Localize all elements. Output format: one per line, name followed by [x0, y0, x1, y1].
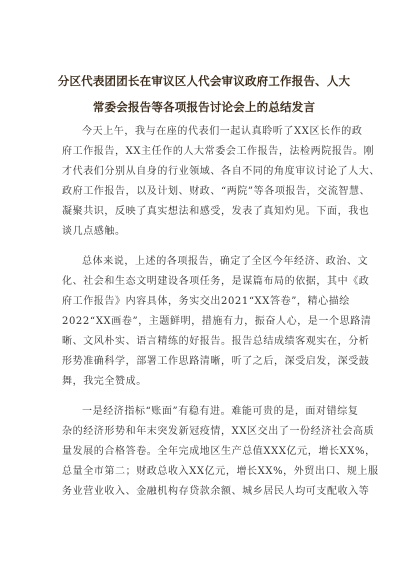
paragraph-line: 府工作报告》内容具体，务实交出2021“XX答卷”，精心描绘	[62, 296, 350, 307]
paragraph-line: 总量全市第二；财政总收入XX亿元，增长XX%，外贸出口、规上服	[62, 466, 379, 477]
paragraph-line: 杂的经济形势和年末突发新冠疫情，XX区交出了一份经济社会高质	[62, 426, 375, 437]
paragraph	[62, 402, 379, 502]
paragraph-line: 2022“XX画卷”，主题鲜明，措施有力，振奋人心，是一个思路清	[62, 316, 372, 327]
paragraph-line: 量发展的合格答卷。全年完成地区生产总值XXX亿元，增长XX%，	[62, 446, 376, 457]
document-title	[40, 68, 368, 120]
paragraph-line: 今天上午，我与在座的代表们一起认真聆听了XX区长作的政	[82, 126, 363, 137]
paragraph-line: 谈几点感触。	[62, 226, 126, 237]
paragraph-line: 总体来说，上述的各项报告，确定了全区今年经济、政治、文	[82, 256, 369, 267]
paragraph-line: 才代表们分别从自身的行业领域、各自不同的角度审议讨论了人大、	[62, 166, 380, 177]
document-body	[62, 122, 380, 512]
paragraph-line: 凝聚共识，反映了真实想法和感受，发表了真知灼见。下面，我也	[62, 206, 370, 217]
paragraph-line: 政府工作报告，以及计划、财政、“两院”等各项报告，交流智慧、	[62, 186, 371, 197]
title-line: 常委会报告等各项报告讨论会上的总结发言	[92, 100, 316, 114]
paragraph	[62, 122, 380, 242]
paragraph-line: 晰、文风朴实、语言精练的好报告。报告总结成绩客观实在，分析	[62, 336, 370, 347]
paragraph-line: 府工作报告，XX主任作的人大常委会工作报告，法检两院报告。刚	[62, 146, 375, 157]
paragraph	[62, 252, 372, 392]
paragraph-line: 务业营业收入、金融机构存贷款余额、城乡居民人均可支配收入等	[62, 486, 370, 497]
paragraph-line: 化、社会和生态文明建设各项任务，是谋篇布局的依据，其中《政	[62, 276, 370, 287]
paragraph-line: 一是经济指标“账面”有稳有进。难能可贵的是，面对错综复	[82, 406, 359, 417]
paragraph-line: 舞，我完全赞成。	[62, 376, 147, 387]
paragraph-line: 形势准确科学，部署工作思路清晰，听了之后，深受启发，深受鼓	[62, 356, 370, 367]
title-line: 分区代表团团长在审议区人代会审议政府工作报告、人大	[57, 74, 351, 88]
